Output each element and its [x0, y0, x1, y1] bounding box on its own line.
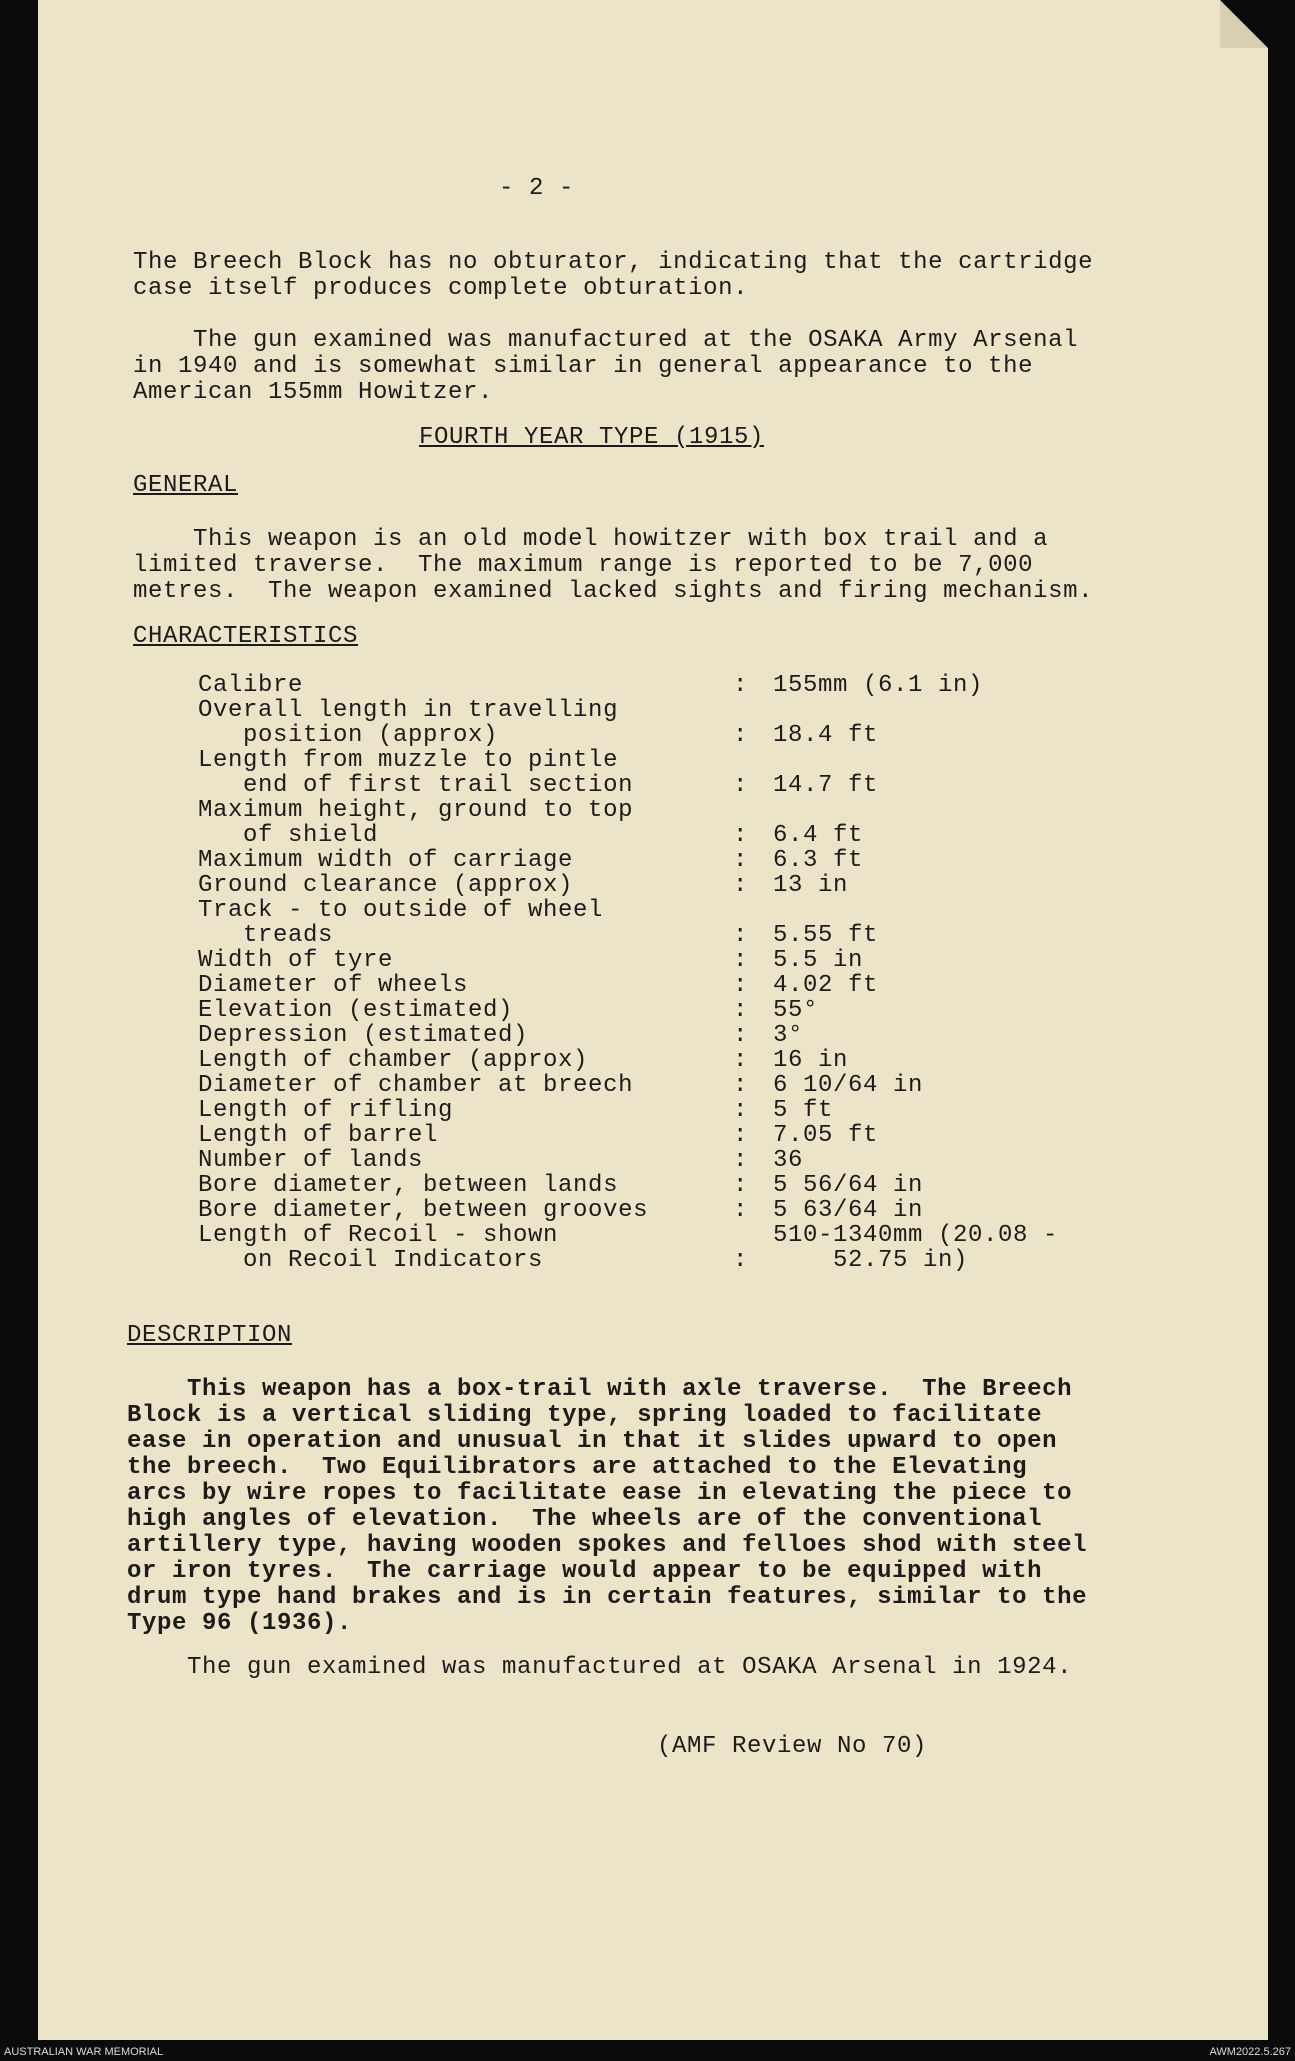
- characteristic-row: [198, 948, 1113, 973]
- characteristic-value: 4.02 ft: [773, 972, 879, 999]
- characteristic-row: [198, 673, 1113, 698]
- characteristic-label: Length from muzzle to pintle end of first trail section: [198, 747, 634, 799]
- characteristic-row: [198, 1173, 1113, 1198]
- characteristic-colon: :: [733, 947, 749, 974]
- characteristic-value: 7.05 ft: [773, 1122, 879, 1149]
- characteristic-value: 5 56/64 in: [773, 1172, 924, 1199]
- characteristic-row: [198, 798, 1113, 848]
- characteristic-colon: :: [733, 1122, 749, 1149]
- description-paragraph: This weapon has a box-trail with axle traverse. The Breech Block is a vertical sliding type, spring loaded to facilitate ease in operation and unusual in that it slides upward to open the breech. Two Equilibrators are attached to the Elevating arcs by wire ropes to facilitate ease in elevating the piece to high angles of elevation. The wheels are of the conventional artillery type, having wooden spokes and felloes shod with steel or iron tyres. The carriage would appear to be equipped with drum type hand brakes and is in certain features, similar to the Type 96 (1936).: [127, 1376, 1088, 1637]
- characteristic-colon: :: [733, 822, 749, 849]
- characteristic-value: 3°: [773, 1022, 804, 1049]
- characteristic-row: [198, 1048, 1113, 1073]
- characteristic-label: Width of tyre: [198, 947, 394, 974]
- characteristic-row: [198, 973, 1113, 998]
- characteristic-label: Diameter of chamber at breech: [198, 1072, 634, 1099]
- characteristic-label: Length of Recoil - shown on Recoil Indicators: [198, 1222, 559, 1274]
- characteristic-colon: :: [733, 1172, 749, 1199]
- characteristic-value: 6.3 ft: [773, 847, 864, 874]
- characteristic-value: 5.5 in: [773, 947, 864, 974]
- paragraph-breech-block: The Breech Block has no obturator, indicating that the cartridge case itself produces complete obturation.: [133, 249, 1094, 302]
- page-corner-fold: [1220, 0, 1268, 48]
- footer-archive-name: AUSTRALIAN WAR MEMORIAL: [4, 2046, 164, 2058]
- characteristic-row: [198, 998, 1113, 1023]
- characteristic-value: 5.55 ft: [773, 922, 879, 949]
- characteristic-value: 155mm (6.1 in): [773, 672, 984, 699]
- characteristic-value: 5 ft: [773, 1097, 834, 1124]
- characteristic-colon: :: [733, 872, 749, 899]
- characteristic-row: [198, 748, 1113, 798]
- characteristic-value: 55°: [773, 997, 819, 1024]
- characteristic-label: Length of barrel: [198, 1122, 439, 1149]
- characteristic-label: Length of chamber (approx): [198, 1047, 589, 1074]
- characteristic-colon: :: [733, 997, 749, 1024]
- description-heading: DESCRIPTION: [127, 1322, 293, 1349]
- general-heading: GENERAL: [133, 472, 239, 499]
- characteristic-colon: :: [733, 1097, 749, 1124]
- characteristic-value: 16 in: [773, 1047, 849, 1074]
- characteristic-colon: :: [733, 1047, 749, 1074]
- characteristics-table: [198, 673, 1113, 1273]
- characteristic-colon: :: [733, 847, 749, 874]
- characteristic-label: Bore diameter, between grooves: [198, 1197, 649, 1224]
- characteristic-label: Maximum width of carriage: [198, 847, 574, 874]
- characteristic-colon: :: [733, 672, 749, 699]
- characteristic-row: [198, 1223, 1113, 1273]
- characteristic-colon: :: [733, 1022, 749, 1049]
- characteristic-label: Calibre: [198, 672, 304, 699]
- characteristic-colon: :: [733, 972, 749, 999]
- characteristic-label: Length of rifling: [198, 1097, 454, 1124]
- characteristic-row: [198, 873, 1113, 898]
- reference-note: (AMF Review No 70): [657, 1733, 928, 1760]
- characteristic-row: [198, 898, 1113, 948]
- characteristic-row: [198, 1098, 1113, 1123]
- characteristic-value: 510-1340mm (20.08 - 52.75 in): [773, 1222, 1059, 1274]
- characteristic-row: [198, 848, 1113, 873]
- characteristic-colon: :: [733, 1197, 749, 1224]
- paragraph-manufacture-1940: The gun examined was manufactured at the OSAKA Army Arsenal in 1940 and is somewhat similar in general appearance to the American 155mm Howitzer.: [133, 327, 1079, 406]
- characteristic-value: 14.7 ft: [773, 772, 879, 799]
- characteristic-value: 13 in: [773, 872, 849, 899]
- characteristic-label: Depression (estimated): [198, 1022, 529, 1049]
- characteristic-colon: :: [733, 722, 749, 749]
- characteristic-row: [198, 698, 1113, 748]
- footer-archive-id: AWM2022.5.267: [1209, 2046, 1291, 2058]
- characteristic-label: Diameter of wheels: [198, 972, 469, 999]
- closing-paragraph: The gun examined was manufactured at OSAKA Arsenal in 1924.: [127, 1654, 1073, 1681]
- characteristic-row: [198, 1148, 1113, 1173]
- section-title: FOURTH YEAR TYPE (1915): [419, 424, 765, 451]
- characteristic-label: Number of lands: [198, 1147, 424, 1174]
- characteristic-label: Track - to outside of wheel treads: [198, 897, 604, 949]
- characteristic-label: Elevation (estimated): [198, 997, 514, 1024]
- characteristic-colon: :: [733, 1147, 749, 1174]
- characteristic-row: [198, 1073, 1113, 1098]
- page-number: - 2 -: [499, 175, 575, 202]
- characteristic-colon: :: [733, 1247, 749, 1274]
- characteristic-value: 36: [773, 1147, 804, 1174]
- characteristic-value: 6.4 ft: [773, 822, 864, 849]
- characteristics-heading: CHARACTERISTICS: [133, 623, 359, 650]
- characteristic-colon: :: [733, 1072, 749, 1099]
- characteristic-value: 5 63/64 in: [773, 1197, 924, 1224]
- characteristic-label: Ground clearance (approx): [198, 872, 574, 899]
- characteristic-colon: :: [733, 922, 749, 949]
- document-page: [38, 0, 1268, 2040]
- general-paragraph: This weapon is an old model howitzer with box trail and a limited traverse. The maximum range is reported to be 7,000 metres. The weapon examined lacked sights and firing mechanism.: [133, 526, 1094, 605]
- characteristic-value: 18.4 ft: [773, 722, 879, 749]
- characteristic-label: Bore diameter, between lands: [198, 1172, 619, 1199]
- characteristic-row: [198, 1123, 1113, 1148]
- characteristic-row: [198, 1023, 1113, 1048]
- characteristic-label: Overall length in travelling position (approx): [198, 697, 619, 749]
- characteristic-row: [198, 1198, 1113, 1223]
- characteristic-colon: :: [733, 772, 749, 799]
- characteristic-value: 6 10/64 in: [773, 1072, 924, 1099]
- characteristic-label: Maximum height, ground to top of shield: [198, 797, 634, 849]
